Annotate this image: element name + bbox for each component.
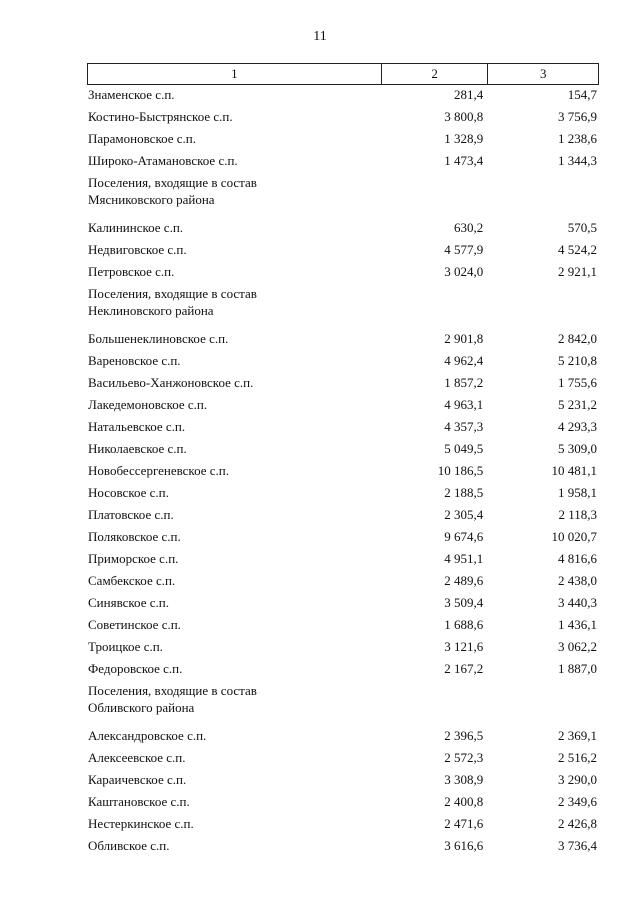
value-col-3: 4 816,6 [558, 551, 597, 566]
column-header-2: 2 [381, 64, 488, 85]
value-col-2: 3 121,6 [444, 639, 484, 654]
table-row [87, 152, 599, 174]
settlement-name: Нестеркинское с.п. [88, 816, 194, 831]
settlement-name: Калининское с.п. [88, 220, 184, 235]
value-col-3: 3 440,3 [558, 595, 597, 610]
value-col-2: 3 616,6 [444, 838, 484, 853]
table-row [87, 771, 599, 793]
value-col-2: 3 024,0 [444, 264, 484, 279]
settlement-name: Федоровское с.п. [88, 661, 183, 676]
value-col-3: 1 755,6 [558, 375, 597, 390]
settlement-name: Знаменское с.п. [88, 87, 175, 102]
value-col-3: 2 438,0 [558, 573, 597, 588]
value-col-3: 2 369,1 [558, 728, 597, 743]
settlement-name: Поляковское с.п. [88, 529, 181, 544]
table-row [87, 484, 599, 506]
table-row [87, 550, 599, 572]
section-header-label [87, 682, 388, 716]
table-row [87, 749, 599, 771]
value-col-2: 10 186,5 [437, 463, 484, 478]
value-col-2: 2 471,6 [444, 816, 484, 831]
settlement-name: Приморское с.п. [88, 551, 179, 566]
settlement-name: Советинское с.п. [88, 617, 181, 632]
settlement-name: Платовское с.п. [88, 507, 174, 522]
table-row [87, 506, 599, 528]
table-row [87, 638, 599, 660]
table-row [87, 374, 599, 396]
settlement-name: Васильево-Ханжоновское с.п. [88, 375, 254, 390]
section-header [87, 682, 599, 727]
value-col-3: 10 481,1 [551, 463, 597, 478]
value-col-2: 281,4 [453, 87, 484, 102]
value-col-3: 3 736,4 [558, 838, 597, 853]
section-header-line2: Мясниковского района [88, 192, 215, 207]
value-col-3: 154,7 [567, 87, 597, 102]
value-col-2: 1 688,6 [444, 617, 484, 632]
value-col-3: 1 238,6 [558, 131, 597, 146]
settlement-name: Широко-Атамановское с.п. [88, 153, 238, 168]
table-row [87, 727, 599, 749]
value-col-2: 1 473,4 [444, 153, 484, 168]
section-header-line1: Поселения, входящие в состав [88, 683, 257, 698]
column-header-3: 3 [488, 64, 599, 85]
settlement-name: Синявское с.п. [88, 595, 169, 610]
value-col-2: 5 049,5 [444, 441, 484, 456]
table-row [87, 594, 599, 616]
table-row [87, 219, 599, 241]
value-col-2: 4 963,1 [444, 397, 484, 412]
section-header-line2: Неклиновского района [88, 303, 214, 318]
table-row [87, 793, 599, 815]
value-col-3: 4 293,3 [558, 419, 597, 434]
value-col-2: 2 396,5 [444, 728, 484, 743]
settlement-name: Парамоновское с.п. [88, 131, 197, 146]
table-row [87, 130, 599, 152]
settlement-name: Носовское с.п. [88, 485, 169, 500]
value-col-2: 3 509,4 [444, 595, 484, 610]
value-col-3: 5 309,0 [558, 441, 597, 456]
settlement-name: Алексеевское с.п. [88, 750, 186, 765]
value-col-3: 1 436,1 [558, 617, 597, 632]
settlement-name: Натальевское с.п. [88, 419, 186, 434]
value-col-3: 2 118,3 [558, 507, 597, 522]
settlement-name: Петровское с.п. [88, 264, 175, 279]
table-row [87, 660, 599, 682]
table-row [87, 440, 599, 462]
value-col-2: 4 962,4 [444, 353, 484, 368]
settlement-name: Новобессергеневское с.п. [88, 463, 229, 478]
settlement-name: Обливское с.п. [88, 838, 170, 853]
section-header-line1: Поселения, входящие в состав [88, 286, 257, 301]
value-col-3: 10 020,7 [551, 529, 597, 544]
table-row [87, 837, 599, 859]
table-row [87, 352, 599, 374]
value-col-2: 9 674,6 [444, 529, 484, 544]
settlement-name: Николаевское с.п. [88, 441, 187, 456]
value-col-2: 4 357,3 [444, 419, 484, 434]
value-col-2: 4 577,9 [444, 242, 484, 257]
settlement-name: Лакедемоновское с.п. [88, 397, 208, 412]
value-col-3: 4 524,2 [558, 242, 597, 257]
section-header-line1: Поселения, входящие в состав [88, 175, 257, 190]
value-col-2: 2 901,8 [444, 331, 484, 346]
value-col-2: 4 951,1 [444, 551, 484, 566]
value-col-2: 2 400,8 [444, 794, 484, 809]
table-body [87, 86, 599, 859]
section-header [87, 174, 599, 219]
settlement-name: Костино-Быстрянское с.п. [88, 109, 233, 124]
settlement-name: Каштановское с.п. [88, 794, 190, 809]
column-header-1: 1 [88, 64, 382, 85]
table-row [87, 263, 599, 285]
value-col-3: 3 062,2 [558, 639, 597, 654]
table-row [87, 528, 599, 550]
table-row [87, 86, 599, 108]
settlement-name: Троицкое с.п. [88, 639, 163, 654]
value-col-3: 570,5 [567, 220, 597, 235]
value-col-3: 5 231,2 [558, 397, 597, 412]
value-col-3: 1 958,1 [558, 485, 597, 500]
settlement-name: Самбекское с.п. [88, 573, 176, 588]
table-row [87, 616, 599, 638]
table-column-header [87, 63, 599, 85]
settlement-name: Большенеклиновское с.п. [88, 331, 229, 346]
value-col-3: 3 290,0 [558, 772, 597, 787]
value-col-2: 2 188,5 [444, 485, 484, 500]
value-col-2: 1 328,9 [444, 131, 484, 146]
value-col-2: 2 167,2 [444, 661, 484, 676]
section-header-label [87, 174, 388, 208]
value-col-3: 1 344,3 [558, 153, 597, 168]
value-col-2: 2 489,6 [444, 573, 484, 588]
value-col-3: 1 887,0 [558, 661, 597, 676]
value-col-3: 2 349,6 [558, 794, 597, 809]
table-row [87, 396, 599, 418]
section-header-line2: Обливского района [88, 700, 195, 715]
settlement-name: Александровское с.п. [88, 728, 207, 743]
table-row [87, 418, 599, 440]
value-col-2: 2 572,3 [444, 750, 484, 765]
settlement-name: Недвиговское с.п. [88, 242, 187, 257]
value-col-3: 2 426,8 [558, 816, 597, 831]
page-number: 11 [313, 29, 327, 44]
value-col-3: 3 756,9 [558, 109, 597, 124]
table-row [87, 241, 599, 263]
value-col-3: 2 842,0 [558, 331, 597, 346]
column-number-row [88, 64, 599, 85]
value-col-2: 630,2 [453, 220, 484, 235]
value-col-3: 2 516,2 [558, 750, 597, 765]
value-col-3: 5 210,8 [558, 353, 597, 368]
table-row [87, 108, 599, 130]
settlement-name: Караичевское с.п. [88, 772, 187, 787]
value-col-3: 2 921,1 [558, 264, 597, 279]
value-col-2: 1 857,2 [444, 375, 484, 390]
value-col-2: 3 308,9 [444, 772, 484, 787]
value-col-2: 3 800,8 [444, 109, 484, 124]
value-col-2: 2 305,4 [444, 507, 484, 522]
table-row [87, 815, 599, 837]
section-header [87, 285, 599, 330]
section-header-label [87, 285, 388, 319]
settlement-name: Вареновское с.п. [88, 353, 181, 368]
table-row [87, 572, 599, 594]
table-row [87, 462, 599, 484]
table-row [87, 330, 599, 352]
